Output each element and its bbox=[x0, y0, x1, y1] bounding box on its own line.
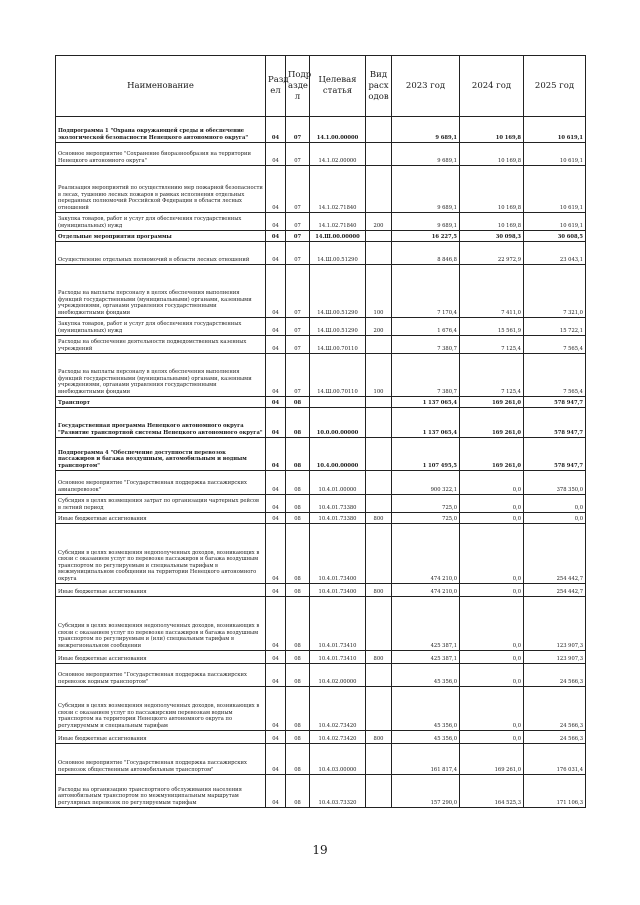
cell-year-2025: 578 947,7 bbox=[524, 438, 586, 471]
cell-subsection: 07 bbox=[286, 231, 310, 242]
page-number: 19 bbox=[312, 843, 328, 857]
cell-expense-type bbox=[366, 495, 392, 513]
header-target-article: Целевая статья bbox=[310, 56, 366, 117]
cell-year-2023: 1 676,4 bbox=[392, 318, 460, 336]
cell-year-2023: 425 387,1 bbox=[392, 651, 460, 664]
cell-expense-type: 100 bbox=[366, 265, 392, 318]
table-row bbox=[56, 231, 586, 242]
table-row bbox=[56, 513, 586, 524]
cell-name: Расходы на выплаты персоналу в целях обеспечения выполнения функций государственными (муниципальными) органами, казенными учреждениями, органами управления государственными внебюджетными фондами bbox=[56, 354, 266, 397]
cell-year-2025: 10 619,1 bbox=[524, 166, 586, 213]
cell-name: Основное мероприятие "Государственная поддержка пассажирских перевозок общественным автомобильным транспортом" bbox=[56, 744, 266, 775]
table-row bbox=[56, 242, 586, 265]
cell-year-2023: 7 380,7 bbox=[392, 336, 460, 354]
table-row bbox=[56, 744, 586, 775]
cell-name: Иные бюджетные ассигнования bbox=[56, 731, 266, 744]
cell-section: 04 bbox=[266, 265, 286, 318]
cell-expense-type bbox=[366, 408, 392, 438]
cell-subsection: 08 bbox=[286, 524, 310, 584]
cell-section: 04 bbox=[266, 318, 286, 336]
cell-year-2023: 9 689,1 bbox=[392, 213, 460, 231]
table-row bbox=[56, 265, 586, 318]
cell-target-article: 14.1.02.71840 bbox=[310, 166, 366, 213]
cell-name: Реализация мероприятий по осуществлению мер пожарной безопасности в лесах, тушению лесных пожаров в рамках исполнения отдельных переданных полномочий Российской Федерации в области лесных отношений bbox=[56, 166, 266, 213]
cell-target-article: 14.Ш.00.51290 bbox=[310, 242, 366, 265]
table-row bbox=[56, 584, 586, 597]
cell-subsection: 07 bbox=[286, 166, 310, 213]
cell-subsection: 08 bbox=[286, 744, 310, 775]
cell-year-2023: 45 356,0 bbox=[392, 664, 460, 687]
table-row bbox=[56, 117, 586, 143]
cell-year-2024: 0,0 bbox=[460, 731, 524, 744]
cell-target-article: 10.4.01.73410 bbox=[310, 597, 366, 651]
cell-subsection: 08 bbox=[286, 775, 310, 808]
cell-name: Иные бюджетные ассигнования bbox=[56, 651, 266, 664]
cell-year-2024: 169 261,0 bbox=[460, 438, 524, 471]
header-expense-type: Вид расх одов bbox=[366, 56, 392, 117]
cell-year-2025: 176 031,4 bbox=[524, 744, 586, 775]
cell-target-article: 14.Ш.00.70110 bbox=[310, 354, 366, 397]
cell-subsection: 08 bbox=[286, 731, 310, 744]
cell-expense-type bbox=[366, 231, 392, 242]
cell-year-2024: 169 261,0 bbox=[460, 744, 524, 775]
cell-year-2025: 123 907,3 bbox=[524, 597, 586, 651]
cell-section: 04 bbox=[266, 495, 286, 513]
cell-year-2023: 7 380,7 bbox=[392, 354, 460, 397]
table-row bbox=[56, 471, 586, 495]
cell-year-2024: 22 972,9 bbox=[460, 242, 524, 265]
cell-year-2024: 0,0 bbox=[460, 513, 524, 524]
table-row bbox=[56, 336, 586, 354]
cell-section: 04 bbox=[266, 584, 286, 597]
cell-year-2023: 161 817,4 bbox=[392, 744, 460, 775]
cell-name: Государственная программа Ненецкого автономного округа "Развитие транспортной системы Ненецкого автономного округа" bbox=[56, 408, 266, 438]
cell-target-article: 14.Ш.00.51290 bbox=[310, 265, 366, 318]
cell-year-2024: 0,0 bbox=[460, 584, 524, 597]
cell-subsection: 08 bbox=[286, 687, 310, 731]
cell-year-2025: 24 566,3 bbox=[524, 687, 586, 731]
cell-target-article: 10.4.03.00000 bbox=[310, 744, 366, 775]
cell-subsection: 08 bbox=[286, 584, 310, 597]
cell-section: 04 bbox=[266, 354, 286, 397]
cell-year-2024: 0,0 bbox=[460, 524, 524, 584]
table-body bbox=[56, 117, 586, 808]
table-row bbox=[56, 354, 586, 397]
cell-section: 04 bbox=[266, 664, 286, 687]
cell-subsection: 08 bbox=[286, 495, 310, 513]
cell-year-2024: 10 169,8 bbox=[460, 166, 524, 213]
cell-year-2025: 10 619,1 bbox=[524, 213, 586, 231]
cell-expense-type: 800 bbox=[366, 651, 392, 664]
cell-section: 04 bbox=[266, 397, 286, 408]
cell-section: 04 bbox=[266, 231, 286, 242]
header-year-2025: 2025 год bbox=[524, 56, 586, 117]
cell-year-2024: 169 261,0 bbox=[460, 397, 524, 408]
cell-expense-type bbox=[366, 687, 392, 731]
cell-year-2023: 1 137 065,4 bbox=[392, 408, 460, 438]
table-row bbox=[56, 213, 586, 231]
cell-section: 04 bbox=[266, 143, 286, 166]
cell-year-2024: 0,0 bbox=[460, 664, 524, 687]
cell-name: Подпрограмма 1 "Охрана окружающей среды и обеспечение экологической безопасности Ненецкого автономного округа" bbox=[56, 117, 266, 143]
cell-year-2025: 578 947,7 bbox=[524, 408, 586, 438]
cell-expense-type bbox=[366, 775, 392, 808]
header-year-2023: 2023 год bbox=[392, 56, 460, 117]
cell-year-2025: 10 619,1 bbox=[524, 143, 586, 166]
cell-name: Субсидии в целях возмещения недополученных доходов, возникающих в связи с оказанием услуг по пассажирским перевозкам водным транспортом на территории Ненецкого автономного округа по регулируемым и специальным тарифам bbox=[56, 687, 266, 731]
cell-year-2023: 900 322,1 bbox=[392, 471, 460, 495]
cell-target-article: 14.Ш.00.00000 bbox=[310, 231, 366, 242]
cell-subsection: 07 bbox=[286, 213, 310, 231]
cell-target-article: 10.0.00.00000 bbox=[310, 408, 366, 438]
cell-year-2025: 0,0 bbox=[524, 513, 586, 524]
cell-year-2025: 15 722,1 bbox=[524, 318, 586, 336]
cell-section: 04 bbox=[266, 597, 286, 651]
cell-year-2023: 1 107 495,5 bbox=[392, 438, 460, 471]
cell-subsection: 07 bbox=[286, 336, 310, 354]
cell-target-article: 14.1.02.71840 bbox=[310, 213, 366, 231]
cell-section: 04 bbox=[266, 687, 286, 731]
cell-name: Субсидия в целях возмещения затрат по организации чартерных рейсов в летний период bbox=[56, 495, 266, 513]
cell-name: Основное мероприятие "Государственная поддержка пассажирских перевозок водным транспортом" bbox=[56, 664, 266, 687]
cell-subsection: 08 bbox=[286, 651, 310, 664]
cell-year-2025: 30 608,5 bbox=[524, 231, 586, 242]
cell-target-article: 14.1.02.00000 bbox=[310, 143, 366, 166]
cell-year-2023: 16 227,5 bbox=[392, 231, 460, 242]
cell-year-2023: 9 689,1 bbox=[392, 166, 460, 213]
cell-target-article: 10.4.00.00000 bbox=[310, 438, 366, 471]
cell-year-2024: 10 169,8 bbox=[460, 117, 524, 143]
cell-name: Расходы на выплаты персоналу в целях обеспечения выполнения функций государственными (муниципальными) органами, казенными учреждениями, органами управления государственными внебюджетными фондами bbox=[56, 265, 266, 318]
table-row bbox=[56, 731, 586, 744]
cell-year-2024: 0,0 bbox=[460, 687, 524, 731]
cell-year-2024: 10 169,8 bbox=[460, 213, 524, 231]
cell-year-2024: 7 411,0 bbox=[460, 265, 524, 318]
cell-expense-type bbox=[366, 166, 392, 213]
cell-subsection: 07 bbox=[286, 265, 310, 318]
cell-year-2025: 24 566,3 bbox=[524, 664, 586, 687]
cell-target-article: 10.4.01.73400 bbox=[310, 584, 366, 597]
cell-subsection: 07 bbox=[286, 354, 310, 397]
cell-year-2024: 0,0 bbox=[460, 471, 524, 495]
cell-year-2025: 7 321,0 bbox=[524, 265, 586, 318]
cell-subsection: 08 bbox=[286, 471, 310, 495]
cell-year-2025: 578 947,7 bbox=[524, 397, 586, 408]
cell-year-2024: 7 125,4 bbox=[460, 336, 524, 354]
cell-year-2023: 474 210,0 bbox=[392, 524, 460, 584]
cell-expense-type bbox=[366, 524, 392, 584]
cell-year-2023: 425 387,1 bbox=[392, 597, 460, 651]
cell-expense-type: 800 bbox=[366, 731, 392, 744]
cell-name: Основное мероприятие "Государственная поддержка пассажирских авиаперевозок" bbox=[56, 471, 266, 495]
cell-target-article: 10.4.02.00000 bbox=[310, 664, 366, 687]
cell-year-2023: 45 356,0 bbox=[392, 687, 460, 731]
cell-section: 04 bbox=[266, 731, 286, 744]
cell-year-2025: 0,0 bbox=[524, 495, 586, 513]
table-row bbox=[56, 687, 586, 731]
cell-year-2025: 254 442,7 bbox=[524, 524, 586, 584]
cell-year-2023: 474 210,0 bbox=[392, 584, 460, 597]
cell-expense-type: 200 bbox=[366, 213, 392, 231]
cell-year-2025: 254 442,7 bbox=[524, 584, 586, 597]
cell-name: Расходы на организацию транспортного обслуживания населения автомобильным транспортом по межмуниципальным маршрутам регулярных перевозок по регулируемым тарифам bbox=[56, 775, 266, 808]
cell-subsection: 08 bbox=[286, 438, 310, 471]
cell-section: 04 bbox=[266, 213, 286, 231]
cell-year-2024: 10 169,8 bbox=[460, 143, 524, 166]
cell-section: 04 bbox=[266, 117, 286, 143]
cell-expense-type bbox=[366, 117, 392, 143]
cell-year-2023: 7 170,4 bbox=[392, 265, 460, 318]
table-row bbox=[56, 166, 586, 213]
cell-year-2025: 123 907,3 bbox=[524, 651, 586, 664]
cell-section: 04 bbox=[266, 438, 286, 471]
cell-year-2024: 30 098,3 bbox=[460, 231, 524, 242]
cell-name: Закупка товаров, работ и услуг для обеспечения государственных (муниципальных) нужд bbox=[56, 318, 266, 336]
cell-subsection: 08 bbox=[286, 513, 310, 524]
cell-section: 04 bbox=[266, 651, 286, 664]
cell-expense-type: 200 bbox=[366, 318, 392, 336]
table-row bbox=[56, 438, 586, 471]
cell-year-2025: 7 565,4 bbox=[524, 354, 586, 397]
cell-year-2023: 1 137 065,4 bbox=[392, 397, 460, 408]
cell-year-2025: 378 350,0 bbox=[524, 471, 586, 495]
cell-section: 04 bbox=[266, 524, 286, 584]
cell-year-2023: 8 846,8 bbox=[392, 242, 460, 265]
cell-expense-type bbox=[366, 397, 392, 408]
cell-section: 04 bbox=[266, 775, 286, 808]
header-year-2024: 2024 год bbox=[460, 56, 524, 117]
cell-target-article: 10.4.01.73380 bbox=[310, 495, 366, 513]
cell-expense-type bbox=[366, 143, 392, 166]
cell-year-2025: 7 565,4 bbox=[524, 336, 586, 354]
cell-section: 04 bbox=[266, 744, 286, 775]
cell-section: 04 bbox=[266, 166, 286, 213]
cell-year-2024: 169 261,0 bbox=[460, 408, 524, 438]
cell-name: Расходы на обеспечение деятельности подведомственных казенных учреждений bbox=[56, 336, 266, 354]
cell-expense-type bbox=[366, 664, 392, 687]
cell-year-2023: 9 689,1 bbox=[392, 143, 460, 166]
cell-target-article bbox=[310, 397, 366, 408]
cell-target-article: 10.4.01.73380 bbox=[310, 513, 366, 524]
cell-year-2023: 725,0 bbox=[392, 495, 460, 513]
cell-expense-type bbox=[366, 242, 392, 265]
cell-subsection: 07 bbox=[286, 242, 310, 265]
cell-section: 04 bbox=[266, 471, 286, 495]
cell-target-article: 14.1.00.00000 bbox=[310, 117, 366, 143]
table-row bbox=[56, 524, 586, 584]
cell-year-2023: 9 689,1 bbox=[392, 117, 460, 143]
cell-name: Закупка товаров, работ и услуг для обеспечения государственных (муниципальных) нужд bbox=[56, 213, 266, 231]
cell-expense-type bbox=[366, 336, 392, 354]
cell-year-2023: 725,0 bbox=[392, 513, 460, 524]
cell-target-article: 10.4.01.73410 bbox=[310, 651, 366, 664]
cell-target-article: 10.4.02.73420 bbox=[310, 687, 366, 731]
cell-section: 04 bbox=[266, 408, 286, 438]
cell-subsection: 08 bbox=[286, 597, 310, 651]
cell-year-2025: 10 619,1 bbox=[524, 117, 586, 143]
cell-year-2025: 23 043,1 bbox=[524, 242, 586, 265]
table-row bbox=[56, 664, 586, 687]
cell-subsection: 07 bbox=[286, 143, 310, 166]
cell-subsection: 08 bbox=[286, 397, 310, 408]
cell-year-2023: 45 356,0 bbox=[392, 731, 460, 744]
cell-subsection: 08 bbox=[286, 408, 310, 438]
table-row bbox=[56, 143, 586, 166]
table-row bbox=[56, 397, 586, 408]
cell-subsection: 07 bbox=[286, 117, 310, 143]
cell-year-2024: 0,0 bbox=[460, 495, 524, 513]
cell-name: Субсидии в целях возмещения недополученных доходов, возникающих в связи с оказанием услуг по перевозке пассажиров и багажа воздушным транспортом по регулируемым и специальным тарифам в межмуниципальном сообщении на территории Ненецкого автономного округа bbox=[56, 524, 266, 584]
cell-expense-type: 800 bbox=[366, 513, 392, 524]
cell-name: Иные бюджетные ассигнования bbox=[56, 513, 266, 524]
cell-year-2024: 164 525,3 bbox=[460, 775, 524, 808]
cell-name: Иные бюджетные ассигнования bbox=[56, 584, 266, 597]
cell-target-article: 10.4.03.73320 bbox=[310, 775, 366, 808]
cell-section: 04 bbox=[266, 336, 286, 354]
cell-name: Отдельные мероприятия программы bbox=[56, 231, 266, 242]
cell-target-article: 10.4.02.73420 bbox=[310, 731, 366, 744]
cell-year-2024: 15 561,9 bbox=[460, 318, 524, 336]
cell-year-2025: 171 106,3 bbox=[524, 775, 586, 808]
table-row bbox=[56, 775, 586, 808]
header-name: Наименование bbox=[56, 56, 266, 117]
cell-expense-type bbox=[366, 471, 392, 495]
cell-expense-type bbox=[366, 744, 392, 775]
cell-year-2023: 157 290,0 bbox=[392, 775, 460, 808]
cell-target-article: 10.4.01.73400 bbox=[310, 524, 366, 584]
cell-expense-type bbox=[366, 438, 392, 471]
cell-year-2024: 0,0 bbox=[460, 597, 524, 651]
cell-section: 04 bbox=[266, 513, 286, 524]
cell-name: Основное мероприятие "Сохранение биоразнообразия на территории Ненецкого автономного округа" bbox=[56, 143, 266, 166]
cell-expense-type bbox=[366, 597, 392, 651]
cell-expense-type: 800 bbox=[366, 584, 392, 597]
cell-expense-type: 100 bbox=[366, 354, 392, 397]
table-header-row bbox=[56, 56, 586, 117]
table-row bbox=[56, 318, 586, 336]
cell-section: 04 bbox=[266, 242, 286, 265]
header-section: Разд ел bbox=[266, 56, 286, 117]
cell-year-2024: 7 125,4 bbox=[460, 354, 524, 397]
table-row bbox=[56, 495, 586, 513]
cell-target-article: 14.Ш.00.51290 bbox=[310, 318, 366, 336]
cell-year-2025: 24 566,3 bbox=[524, 731, 586, 744]
cell-subsection: 08 bbox=[286, 664, 310, 687]
cell-year-2024: 0,0 bbox=[460, 651, 524, 664]
cell-name: Осуществление отдельных полномочий в области лесных отношений bbox=[56, 242, 266, 265]
header-subsection: Подр азде л bbox=[286, 56, 310, 117]
cell-target-article: 10.4.01.00000 bbox=[310, 471, 366, 495]
table-row bbox=[56, 408, 586, 438]
table-row bbox=[56, 651, 586, 664]
cell-name: Транспорт bbox=[56, 397, 266, 408]
table-row bbox=[56, 597, 586, 651]
budget-table bbox=[55, 55, 586, 808]
cell-name: Субсидии в целях возмещения недополученных доходов, возникающих в связи с оказанием услуг по перевозке пассажиров и багажа воздушным транспортом по регулируемым и (или) специальным тарифам в межрегиональном сообщении bbox=[56, 597, 266, 651]
cell-target-article: 14.Ш.00.70110 bbox=[310, 336, 366, 354]
cell-subsection: 07 bbox=[286, 318, 310, 336]
cell-name: Подпрограмма 4 "Обеспечение доступности перевозок пассажиров и багажа воздушным, автомобильным и водным транспортом" bbox=[56, 438, 266, 471]
